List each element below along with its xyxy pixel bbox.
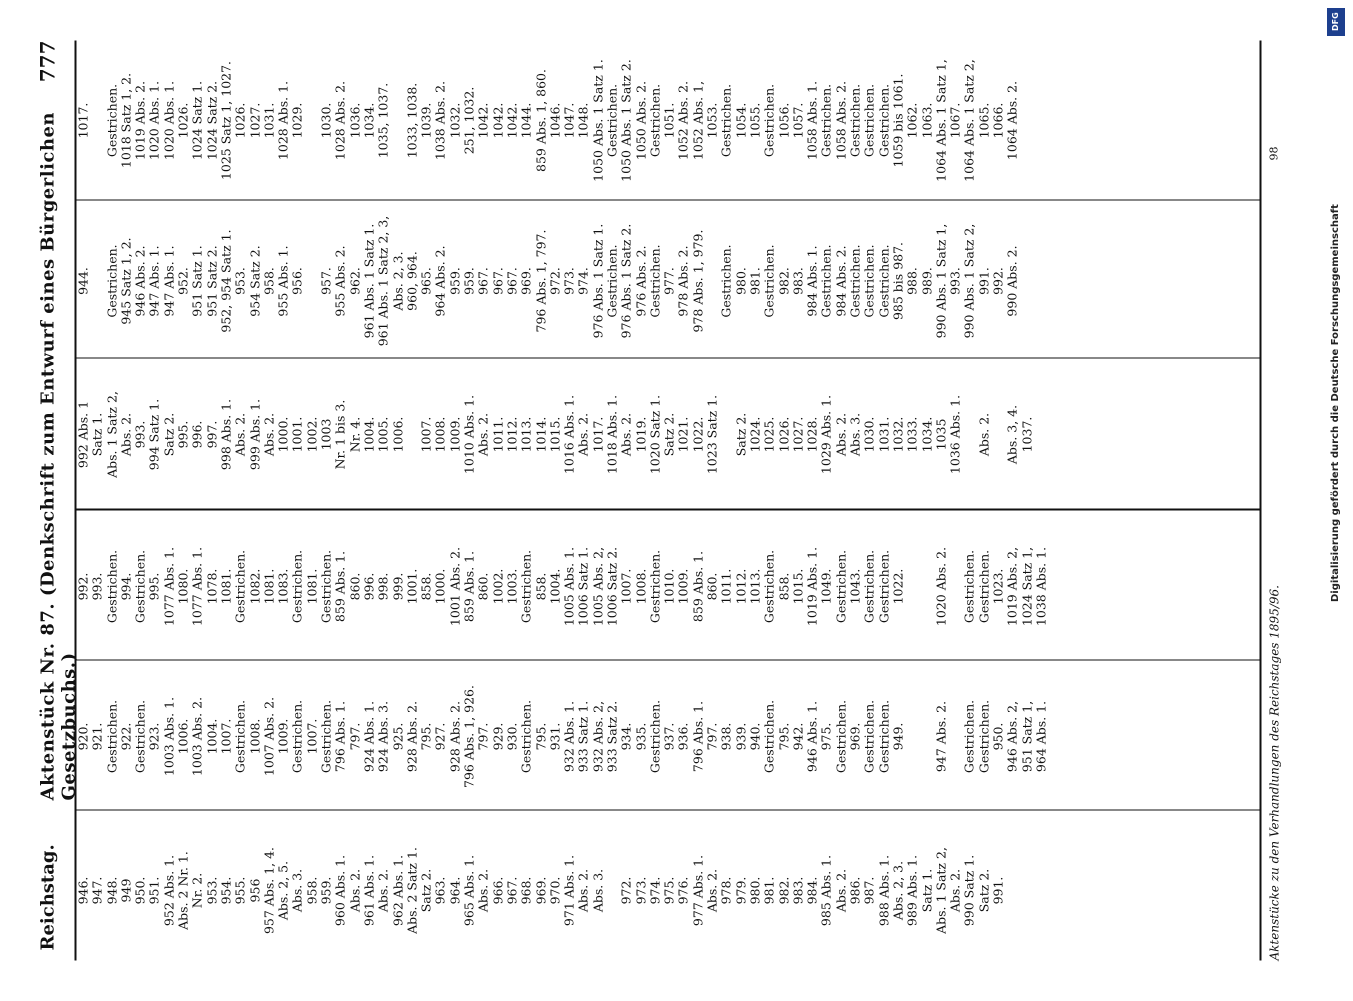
stamp-text: Digitalisierung gefördert durch die Deutsche Forschungsgemeinschaft [1330,204,1341,602]
page-header [30,40,80,951]
header-title: Aktenstück Nr. 87. (Denkschrift zum Entwurf eines Bürgerlichen Gesetzbuchs.) [37,111,80,801]
column-divider-thick [77,509,1260,511]
concordance-table [77,41,1260,961]
dfg-logo: DFG [1327,8,1345,36]
header-left: Reichstag. [37,844,59,951]
table-column-4: 992 Abs. 1 Satz 1. Abs. 1 Satz 2, Abs. 2. 993. 994 Satz 1. Satz 2. 995. 996. 997. 998 Abs. 1. Abs. 2. 999 Abs. 1. Abs. 2. 1000. 1001. 1002. 1003 Nr. 1 bis 3. Nr. 4. 1004. 1005. 1006. 1007. 1008. 1009. 1010 Abs. 1. Abs. 2. 1011. 1012. 1013. 1014. 1015. 1016 Abs. 1. Abs. 2. 1017. 1018 Abs. 1. Abs. 2. 1019. 1020 Satz 1. Satz 2. 1021. 1022. 1023 Satz 1. Satz 2. 1024. 1025. 1026. 1027. 1028. 1029 Abs. 1. Abs. 2. Abs. 3. 1030. 1031. 1032. 1033. 1034. 1035 1036 Abs. 1. Abs. 2. Abs. 3, 4. 1037. [75,391,1035,478]
table-column-3: 992. 993. Gestrichen. 994. Gestrichen. 995. 1077 Abs. 1. 1080. 1077 Abs. 1. 1078. 1081. Gestrichen. 1082. 1081. 1083. Gestrichen. 1081. Gestrichen. 859 Abs. 1. 860. 996. 998. 999. 1001. 858. 1000. 1001 Abs. 2. 859 Abs. 1. 860. 1002. 1003. Gestrichen. 858. 1004. 1005 Abs. 1. 1006 Satz 1. 1005 Abs. 2, 1006 Satz 2. 1007. 1008. Gestrichen. 1010. 1009. 859 Abs. 1. 860. 1011. 1012. 1013. Gestrichen. 858. 1015. 1019 Abs. 1. 1049. Gestrichen. 1043. Gestrichen. Gestrichen. 1022. 1020 Abs. 2. Gestrichen. Gestrichen. 1023. 1019 Abs. 2, 1024 Satz 1, 1038 Abs. 1. [75,546,1049,627]
document-page [0,1,1353,1001]
page-footer: Aktenstücke zu den Verhandlungen des Reichstages 1895/96. [1267,585,1282,961]
page-number: 777 [35,40,60,83]
table-column-5: 944. Gestrichen. 945 Satz 1, 2. 946 Abs. 2. 947 Abs. 1. 947 Abs. 1. 952. 951 Satz 1. 951 Satz 2. 952, 954 Satz 1. 953. 954 Satz 2. 958. 955 Abs. 1. 956. 957. 955 Abs. 2. 962. 961 Abs. 1 Satz 1. 961 Abs. 1 Satz 2, 3, Abs. 2, 3. 960, 964. 965. 964 Abs. 2. 959. 959. 967. 967. 967. 969. 796 Abs. 1, 797. 972. 973. 974. 976 Abs. 1 Satz 1. Gestrichen. 976 Abs. 1 Satz 2. 976 Abs. 2. Gestrichen. 977. 978 Abs. 2. 978 Abs. 1, 979. Gestrichen. 980. 981. Gestrichen. 982. 983. 984 Abs. 1. Gestrichen. 984 Abs. 2. Gestrichen. Gestrichen. Gestrichen. 985 bis 987. 988. 989. 990 Abs. 1 Satz 1, 993. 990 Abs. 1 Satz 2, 991. 992. 990 Abs. 2. [75,215,1020,347]
table-column-6: 1017. Gestrichen. 1018 Satz 1, 2. 1019 Abs. 2. 1020 Abs. 1. 1020 Abs. 1. 1026. 1024 Satz 1. 1024 Satz 2. 1025 Satz 1, 1027. 1026. 1027. 1031. 1028 Abs. 1. 1029. 1030. 1028 Abs. 2. 1036. 1034. 1035, 1037. 1033, 1038. 1039. 1038 Abs. 2. 1032. 251, 1032. 1042. 1042. 1042. 1044. 859 Abs. 1, 860. 1046. 1047. 1048. 1050 Abs. 1 Satz 1. Gestrichen. 1050 Abs. 1 Satz 2. 1050 Abs. 2. Gestrichen. 1051. 1052 Abs. 2. 1052 Abs. 1, 1053. Gestrichen. 1054. 1055. Gestrichen. 1056. 1057. 1058 Abs. 1. Gestrichen. 1058 Abs. 2. Gestrichen. Gestrichen. Gestrichen. 1059 bis 1061. 1062. 1063. 1064 Abs. 1 Satz 1, 1067. 1064 Abs. 1 Satz 2, 1065. 1066. 1064 Abs. 2. [75,59,1020,182]
bottom-rule [1260,41,1262,961]
digitization-stamp [1327,8,1345,988]
table-column-1: 946. 947. 948. 949 950. 951. 952 Abs. 1. Abs. 2 Nr. 1. Nr. 2. 953. 954. 955. 956 957 Abs. 1, 4. Abs. 2, 5. Abs. 3. 958. 959. 960 Abs. 1. Abs. 2. 961 Abs. 1. Abs. 2. 962 Abs. 1. Abs. 2 Satz 1. Satz 2. 963. 964. 965 Abs. 1. Abs. 2. 966. 967. 968. 969. 970. 971 Abs. 1. Abs. 2. Abs. 3. 972. 973. 974. 975. 976. 977 Abs. 1. Abs. 2. 978. 979. 980. 981. 982. 983. 984. 985 Abs. 1. Abs. 2. 986. 987. 988 Abs. 1. Abs. 2, 3. 989 Abs. 1. Satz 1. Abs. 1 Satz 2, Abs. 2. 990 Satz 1. Satz 2. 991. [75,846,1006,935]
page-marker: 98 [1267,146,1281,161]
table-column-2: 920. 921. Gestrichen. 922. Gestrichen. 923. 1003 Abs. 1. 1006. 1003 Abs. 2. 1004. 1007. Gestrichen. 1008. 1007 Abs. 2. 1009. Gestrichen. 1007. Gestrichen. 796 Abs. 1. 797. 924 Abs. 1. 924 Abs. 3. 925. 928 Abs. 2. 795. 927. 928 Abs. 2. 796 Abs. 1, 926. 797. 929. 930. Gestrichen. 795. 931. 932 Abs. 1. 933 Satz 1. 932 Abs. 2, 933 Satz 2. 934. 935. Gestrichen. 937. 936. 796 Abs. 1. 797. 938. 939. 940. Gestrichen. 795. 942. 946 Abs. 1. 975. Gestrichen. 969. Gestrichen. Gestrichen. 949. 947 Abs. 2. Gestrichen. Gestrichen. 950. 946 Abs. 2, 951 Satz 1, 964 Abs. 1. [75,685,1049,788]
